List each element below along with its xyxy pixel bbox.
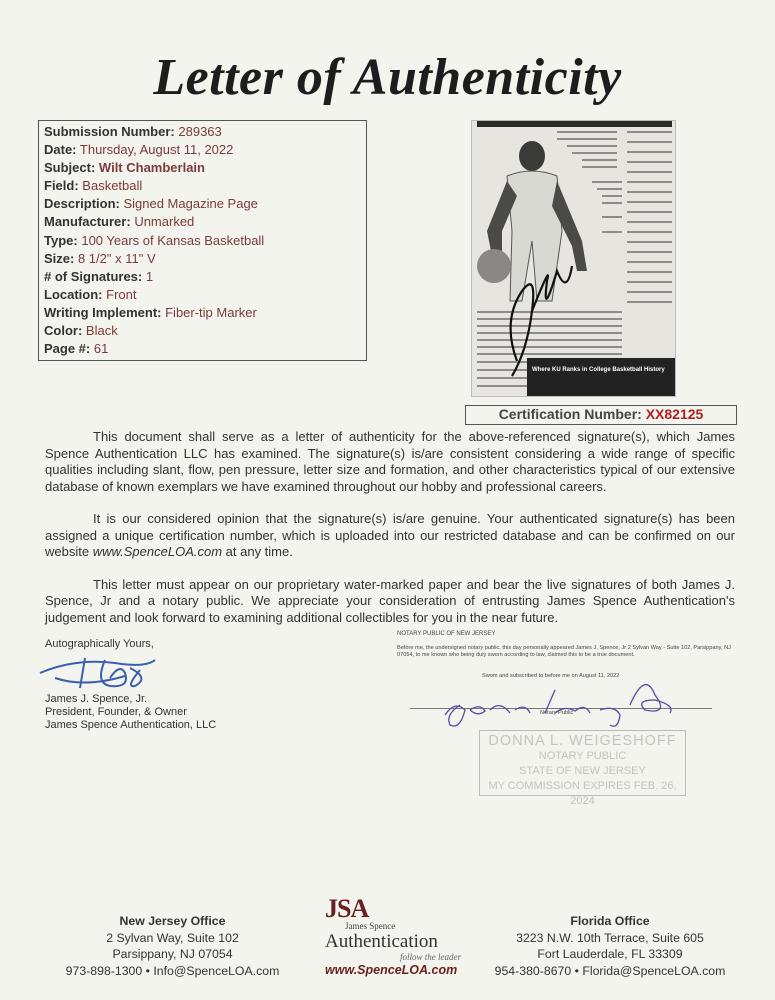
- magazine-caption: Where KU Ranks in College Basketball History: [532, 367, 665, 373]
- stamp-state: STATE OF NEW JERSEY: [519, 765, 646, 777]
- info-row: [44, 177, 361, 195]
- info-row: [44, 268, 361, 286]
- certification-number-box: [465, 405, 737, 425]
- florida-office: [480, 913, 740, 979]
- info-row: [44, 322, 361, 340]
- signer-company: James Spence Authentication, LLC: [45, 719, 217, 731]
- notary-signature: [440, 675, 710, 730]
- info-value: Fiber-tip Marker: [165, 304, 257, 320]
- info-value: 61: [93, 341, 109, 357]
- stamp-expiry: MY COMMISSION EXPIRES FEB. 26, 2024: [488, 780, 677, 807]
- paragraph-authenticity: This document shall serve as a letter of authenticity for the above-referenced signature(s), which James Spence Authentication LLC has examined. The signature(s) is/are consistent considering a wide range of specific qualities including slant, flow, pen pressure, letter size and formation, and other characteristics typical of our extensive database of known exemplars we have examined throughout our hobby and professional careers.: [45, 429, 735, 494]
- fl-office-title: Florida Office: [570, 914, 650, 928]
- new-jersey-office: [60, 913, 285, 979]
- info-value: Signed Magazine Page: [123, 196, 258, 212]
- info-label: Page #:: [44, 341, 91, 357]
- closing: Autographically Yours,: [45, 638, 154, 650]
- nj-address-line2: Parsippany, NJ 07054: [112, 947, 233, 961]
- notary-stamp: [479, 730, 686, 807]
- info-value: Basketball: [82, 178, 143, 194]
- info-row: [44, 141, 361, 159]
- page-title: Letter of Authenticity: [153, 49, 622, 106]
- info-value: 1: [145, 268, 154, 284]
- info-row: [44, 123, 361, 141]
- paragraph-opinion-end: at any time.: [222, 544, 293, 559]
- info-label: Location:: [44, 286, 103, 302]
- info-label: Size:: [44, 250, 75, 266]
- info-value: 100 Years of Kansas Basketball: [81, 232, 265, 248]
- nj-address-line1: 2 Sylvan Way, Suite 102: [106, 930, 239, 945]
- info-value: Thursday, August 11, 2022: [79, 142, 234, 158]
- fl-address-line2: Fort Lauderdale, FL 33309: [537, 947, 683, 961]
- notary-sworn: Swom and subscribed to before me on August 11, 2022: [482, 673, 620, 679]
- info-label: Submission Number:: [44, 124, 175, 139]
- logo-sub: James Spence: [345, 921, 396, 931]
- submission-info-box: [38, 120, 367, 361]
- info-label: Writing Implement:: [44, 304, 162, 320]
- paragraph-opinion-text: It is our considered opinion that the signature(s) is/are genuine. Your authenticated signature(s) has been assigned a unique certification number, which is uploaded into our restricted database and can be confirmed on our website: [45, 511, 735, 559]
- info-value: Unmarked: [134, 214, 195, 230]
- letter-body: [45, 429, 735, 642]
- info-label: Subject:: [44, 160, 96, 176]
- logo-website[interactable]: www.SpenceLOA.com: [325, 963, 458, 977]
- info-value: Front: [106, 286, 137, 302]
- certification-label: Certification Number:: [498, 406, 642, 422]
- fl-address-line1: 3223 N.W. 10th Terrace, Suite 605: [516, 930, 704, 945]
- paragraph-watermark: This letter must appear on our proprietary water-marked paper and bear the live signatures of both James J. Spence, Jr and a notary public. We appreciate your consideration of entrusting James Spence Authentication's judgement and look forward to examining additional collectibles for you in the near future.: [45, 576, 735, 625]
- info-value: Wilt Chamberlain: [98, 160, 205, 176]
- info-value: Black: [85, 323, 118, 339]
- info-value: 289363: [178, 124, 222, 139]
- info-label: Field:: [44, 178, 79, 194]
- logo-tagline: follow the leader: [400, 952, 461, 962]
- logo-word: Authentication: [325, 931, 438, 952]
- info-row: [44, 250, 361, 268]
- jsa-logo: [315, 896, 475, 978]
- signer-name: James J. Spence, Jr.: [45, 693, 148, 705]
- info-row: [44, 213, 361, 231]
- info-label: Type:: [44, 232, 78, 248]
- info-label: Description:: [44, 196, 120, 212]
- paragraph-opinion: [45, 511, 735, 561]
- info-row: [44, 340, 361, 358]
- nj-contact: 973-898-1300 • Info@SpenceLOA.com: [65, 963, 280, 978]
- stamp-title: NOTARY PUBLIC: [538, 750, 627, 762]
- notary-heading: NOTARY PUBLIC OF NEW JERSEY: [397, 631, 496, 637]
- info-row: [44, 159, 361, 177]
- info-row: [44, 304, 361, 322]
- notary-line-label: Notary Public: [540, 710, 574, 716]
- stamp-name: DONNA L. WEIGESHOFF: [488, 733, 677, 749]
- signer-role: President, Founder, & Owner: [45, 706, 187, 718]
- info-row: [44, 232, 361, 250]
- magazine-page-image: [472, 121, 676, 397]
- certification-number: XX82125: [645, 406, 704, 422]
- fl-contact: 954-380-8670 • Florida@SpenceLOA.com: [494, 963, 726, 978]
- spence-signature: [35, 648, 165, 693]
- logo-mark: JSA: [325, 894, 369, 923]
- info-row: [44, 286, 361, 304]
- signed-magazine-photo: [471, 120, 676, 397]
- info-label: Date:: [44, 142, 77, 158]
- info-label: Manufacturer:: [44, 214, 131, 230]
- info-value: 8 1/2" x 11" V: [77, 250, 156, 266]
- info-row: [44, 195, 361, 213]
- notary-statement: Before me, the undersigned notary public, this day personally appeared James J. Spence, Jr 2 Sylvan Way - Suite 102, Parsippany, NJ 07054, to me known who being duly sworn according to law, claimed this to be a true document.: [397, 645, 731, 658]
- info-label: Color:: [44, 323, 83, 339]
- nj-office-title: New Jersey Office: [119, 914, 226, 928]
- website-link[interactable]: www.SpenceLOA.com: [92, 544, 223, 559]
- info-label: # of Signatures:: [44, 268, 143, 284]
